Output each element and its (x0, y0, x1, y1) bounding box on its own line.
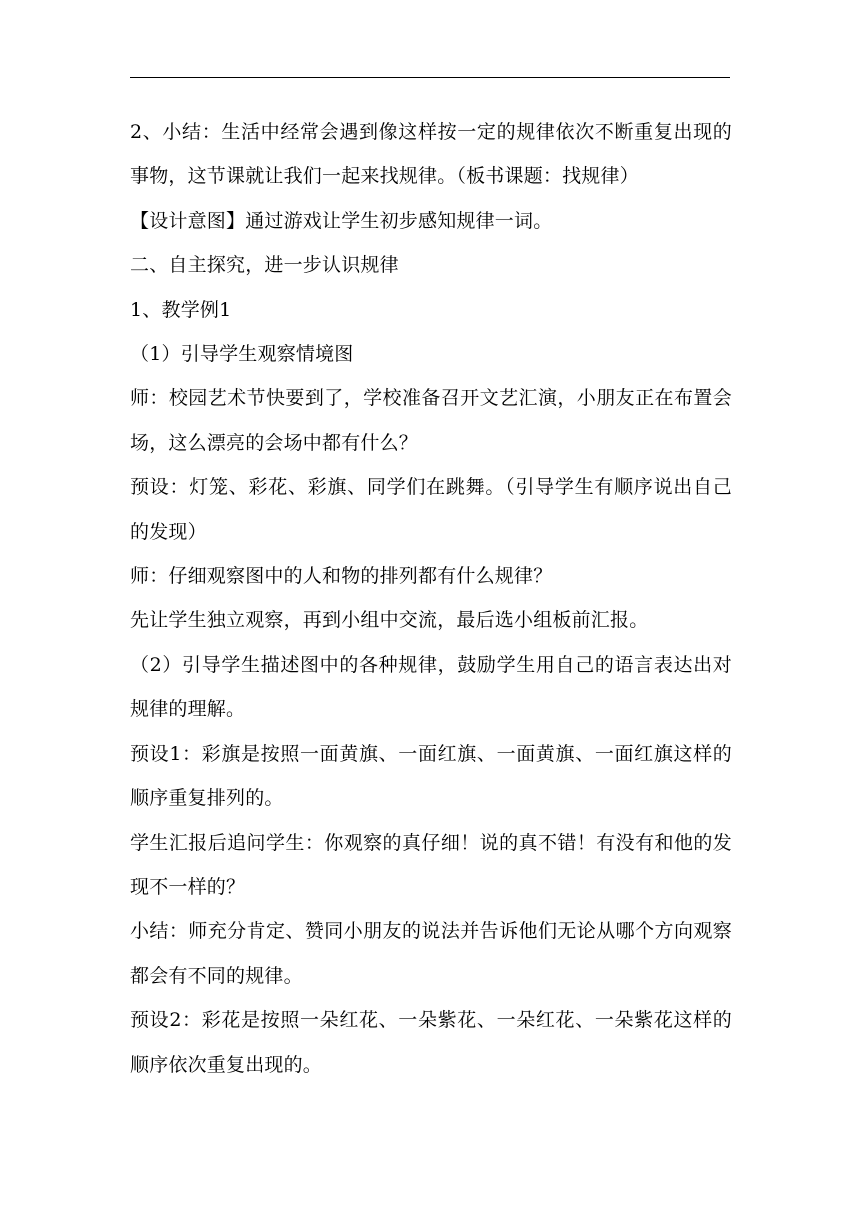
header-rule (130, 77, 730, 78)
paragraph-preset: 预设：灯笼、彩花、彩旗、同学们在跳舞。（引导学生有顺序说出自己的发现） (130, 476, 732, 543)
step-heading: （1）引导学生观察情境图 (130, 343, 354, 366)
subsection-heading: 1、教学例1 (130, 298, 232, 321)
paragraph-preset-2: 预设2：彩花是按照一朵红花、一朵紫花、一朵红花、一朵紫花这样的顺序依次重复出现的。 (130, 1009, 732, 1076)
paragraph-preset-1: 预设1：彩旗是按照一面黄旗、一面红旗、一面黄旗、一面红旗这样的顺序重复排列的。 (130, 742, 732, 810)
paragraph-summary-2: 小结：师充分肯定、赞同小朋友的说法并告诉他们无论从哪个方向观察都会有不同的规律。 (130, 920, 732, 987)
paragraph-follow-up: 学生汇报后追问学生：你观察的真仔细！说的真不错！有没有和他的发现不一样的？ (130, 831, 732, 898)
paragraph-teacher-prompt: 师：仔细观察图中的人和物的排列都有什么规律？ (130, 565, 553, 588)
section-heading: 二、自主探究，进一步认识规律 (130, 254, 399, 277)
step-heading-2: （2）引导学生描述图中的各种规律，鼓励学生用自己的语言表达出对规律的理解。 (130, 653, 732, 721)
paragraph-design-intent: 【设计意图】通过游戏让学生初步感知规律一词。 (130, 209, 553, 232)
paragraph-summary: 2、小结：生活中经常会遇到像这样按一定的规律依次不断重复出现的事物，这节课就让我们一起来找规律。（板书课题：找规律） (130, 121, 732, 188)
paragraph-teacher-question: 师：校园艺术节快要到了，学校准备召开文艺汇演，小朋友正在布置会场，这么漂亮的会场中都有什么？ (130, 387, 732, 454)
paragraph-group-activity: 先让学生独立观察，再到小组中交流，最后选小组板前汇报。 (130, 609, 649, 632)
document-body (130, 110, 732, 1087)
